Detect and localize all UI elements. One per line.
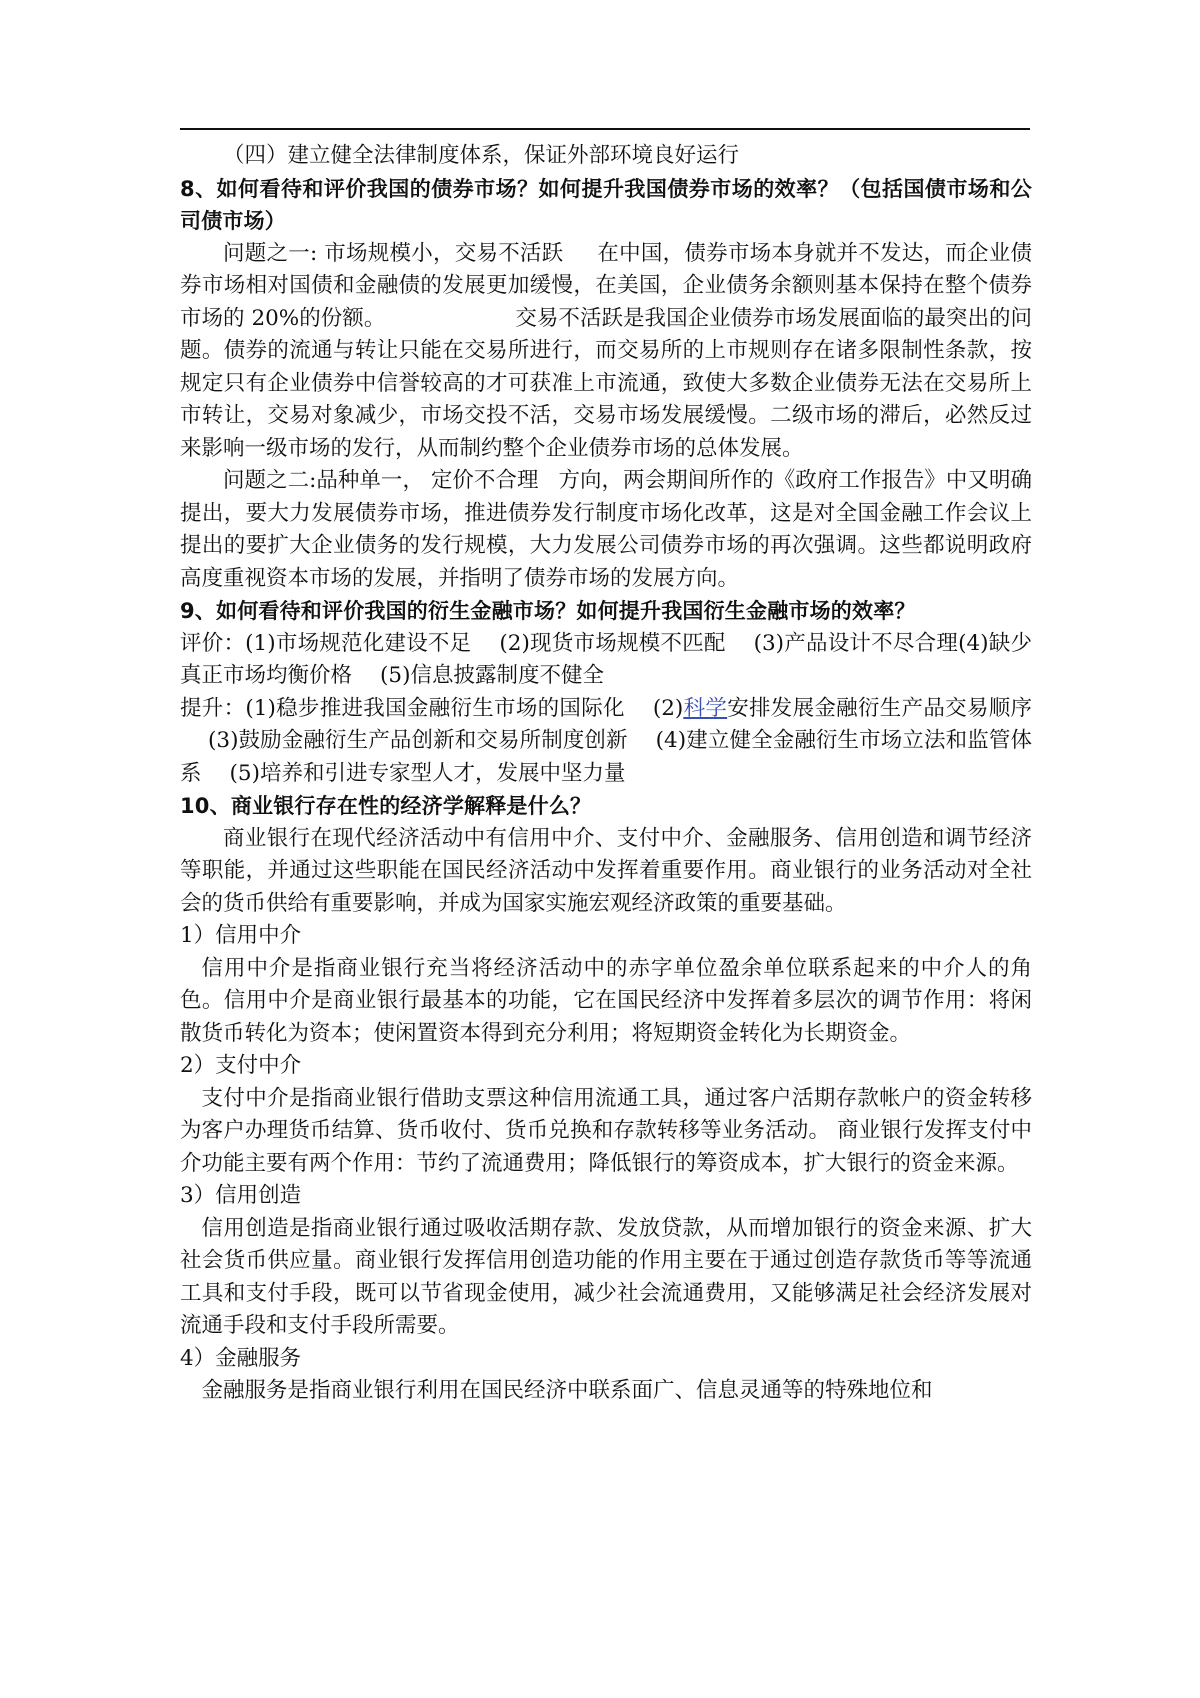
q9-evaluation xyxy=(180,628,1032,693)
q9-eval-item: (4)缺少真正市场均衡价格 xyxy=(180,630,1032,688)
q9-eval-label: 评价： xyxy=(180,630,246,656)
q9-eval-item: (3)产品设计不尽合理 xyxy=(753,630,959,656)
header-rule xyxy=(180,128,1030,130)
section-text: 支付中介是指商业银行借助支票这种信用流通工具，通过客户活期存款帐户的资金转移为客户办理货币结算、货币收付、货币兑换和存款转移等业务活动。 商业银行发挥支付中介功能主要有两个作用：节约了流通费用；降低银行的筹资成本，扩大银行的资金来源。 xyxy=(180,1085,1032,1176)
q8-p2-text: 方向，两会期间所作的《政府工作报告》中又明确提出，要大力发展债券市场，推进债券发行制度市场化改革，这是对全国金融工作会议上提出的要扩大企业债务的发行规模，大力发展公司债券市场的再次强调。这些都说明政府高度重视资本市场的发展，并指明了债券市场的发展方向。 xyxy=(180,468,1032,591)
q9-eval-item: (2)现货市场规模不匹配 xyxy=(499,630,726,656)
document-body xyxy=(180,140,1032,1408)
q9-eval-item: (5)信息披露制度不健全 xyxy=(380,663,604,688)
q9-improve-item-2-prefix: (2) xyxy=(652,695,684,721)
q9-improve-item: (3)鼓励金融衍生产品创新和交易所制度创新 xyxy=(208,728,628,753)
q9-improve-label: 提升： xyxy=(180,695,246,721)
science-link[interactable]: 科学 xyxy=(683,695,728,721)
section-heading: 3）信用创造 xyxy=(180,1183,302,1208)
q9-improve-item: (1)稳步推进我国金融衍生市场的国际化 xyxy=(245,695,625,721)
q9-improve-item: (4)建立健全金融衍生市场立法和监管体系 xyxy=(180,728,1032,786)
q9-improvement xyxy=(180,693,1032,791)
q10-intro: 商业银行在现代经济活动中有信用中介、支付中介、金融服务、信用创造和调节经济等职能，并通过这些职能在国民经济活动中发挥着重要作用。商业银行的业务活动对全社会的货币供给有重要影响，并成为国家实施宏观经济政策的重要基础。 xyxy=(180,825,1032,916)
section-heading: 2）支付中介 xyxy=(180,1053,302,1078)
section-heading: 4）金融服务 xyxy=(180,1345,302,1371)
q9-eval-item: (1)市场规范化建设不足 xyxy=(245,630,472,656)
q8-p1-part2: 交易不活跃是我国企业债券市场发展面临的最突出的问题。债券的流通与转让只能在交易所进行，而交易所的上市规则存在诸多限制性条款，按规定只有企业债券中信誉较高的才可获准上市流通，致使大多数企业债券无法在交易所上市转让，交易对象减少，市场交投不活，交易市场发展缓慢。二级市场的滞后，必然反过来影响一级市场的发行，从而制约整个企业债券市场的总体发展。 xyxy=(180,305,1032,461)
q8-p1-label: 问题之一: 市场规模小，交易不活跃 xyxy=(223,240,564,266)
question-8-title: 8、如何看待和评价我国的债券市场？如何提升我国债券市场的效率？（包括国债市场和公司债市场） xyxy=(180,176,1032,233)
question-10-title: 10、商业银行存在性的经济学解释是什么？ xyxy=(180,794,592,818)
q8-p1-part1: 在中国，债券市场本身就并不发达，而企业债券市场相对国债和金融债的发展更加缓慢，在美国，企业债务余额则基本保持在整个债券市场的 20%的份额。 xyxy=(180,240,1032,331)
intro-line: （四）建立健全法律制度体系，保证外部环境良好运行 xyxy=(223,143,740,168)
section-heading: 1）信用中介 xyxy=(180,923,302,948)
q8-paragraph-1 xyxy=(180,238,1032,466)
q9-improve-item: (5)培养和引进专家型人才，发展中坚力量 xyxy=(229,760,626,786)
q8-paragraph-2 xyxy=(180,465,1032,595)
section-text: 信用中介是指商业银行充当将经济活动中的赤字单位盈余单位联系起来的中介人的角色。信用中介是商业银行最基本的功能，它在国民经济中发挥着多层次的调节作用：将闲散货币转化为资本；使闲置资本得到充分利用；将短期资金转化为长期资金。 xyxy=(180,955,1032,1046)
section-text: 信用创造是指商业银行通过吸收活期存款、发放贷款，从而增加银行的资金来源、扩大社会货币供应量。商业银行发挥信用创造功能的作用主要在于通过创造存款货币等等流通工具和支付手段，既可以节省现金使用，减少社会流通费用，又能够满足社会经济发展对流通手段和支付手段所需要。 xyxy=(180,1215,1032,1338)
question-9-title: 9、如何看待和评价我国的衍生金融市场？如何提升我国衍生金融市场的效率？ xyxy=(180,599,916,623)
q8-p2-label: 问题之二:品种单一， 定价不合理 xyxy=(223,468,539,493)
section-text: 金融服务是指商业银行利用在国民经济中联系面广、信息灵通等的特殊地位和 xyxy=(201,1378,933,1403)
q9-improve-item-2-suffix: 安排发展金融衍生产品交易顺序 xyxy=(727,695,1032,721)
